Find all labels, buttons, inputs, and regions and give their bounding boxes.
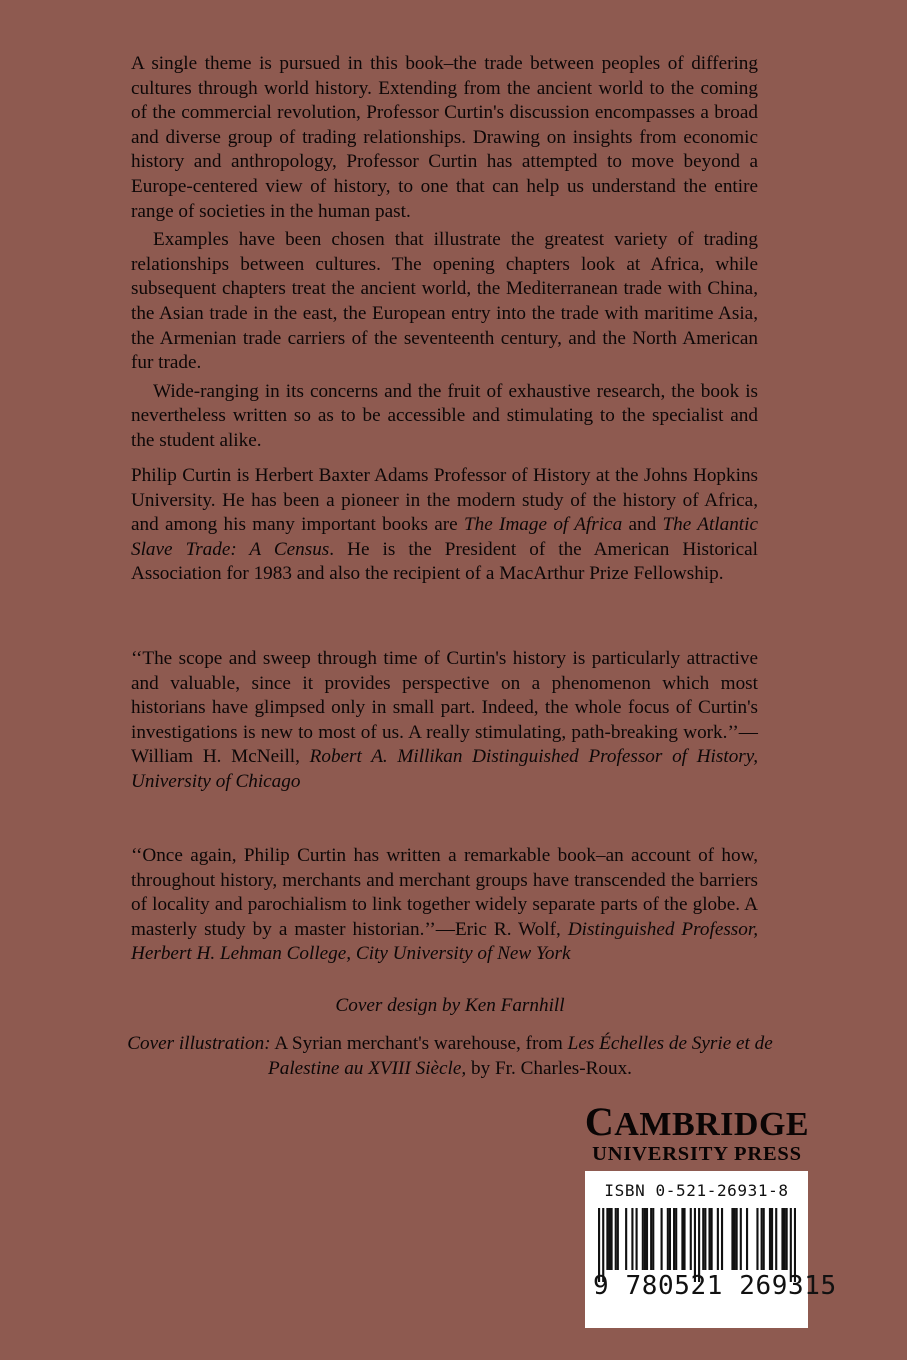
blurb-paragraph-1: A single theme is pursued in this book–the trade between peoples of differing cultures through world history. Extending from the ancient world to the coming of the commercial revolution, Professor Curtin's discussion encompasses a broad and diverse group of trading relationships. Drawing on insights from economic history and anthropology, Professor Curtin has attempted to move beyond a Europe-centered view of history, to one that can help us understand the entire range of societies in the human past. xyxy=(131,53,758,222)
bio-book-1: The Image of Africa xyxy=(463,514,623,536)
quote-text: ‘‘Once again, Philip Curtin has written a remarkable book–an account of how, throughout history, merchants and merchant groups have transcended the barriers of locality and parochialism to link together widely separate parts of the globe. A masterly study by a master historian.’’—Eric R. Wolf, xyxy=(131,845,758,940)
review-quote-wolf xyxy=(131,844,758,967)
barcode-bar xyxy=(625,1208,627,1270)
barcode-panel xyxy=(585,1171,837,1328)
barcode-bar xyxy=(717,1208,719,1270)
barcode-bar xyxy=(669,1208,671,1270)
barcode-bar xyxy=(608,1208,610,1270)
publisher-logo xyxy=(580,1099,814,1165)
barcode-bar xyxy=(763,1208,765,1270)
quote-text: ‘‘The scope and sweep through time of Curtin's history is particularly attractive and valuable, since it provides perspective on a phenomenon which most historians have glimpsed only in small part. Indeed, the whole focus of Curtin's investigations is new to most of us. A really stimulating, path-breaking work.’’—William H. McNeill, xyxy=(131,648,758,768)
barcode-bar xyxy=(615,1208,617,1270)
publisher-name-initial: C xyxy=(584,1099,615,1144)
publisher-name-rest: AMBRIDGE xyxy=(614,1106,810,1143)
barcode-bar xyxy=(611,1208,613,1270)
barcode-bar xyxy=(690,1208,692,1270)
illustration-title: Les Échelles de Syrie et de Palestine au XVIII Siècle, xyxy=(268,1033,773,1079)
barcode-bar xyxy=(644,1208,646,1270)
barcode-bar xyxy=(708,1208,710,1270)
barcode-bar xyxy=(661,1208,663,1270)
barcode-bar xyxy=(646,1208,648,1270)
illustration-author: by Fr. Charles-Roux. xyxy=(466,1057,632,1079)
barcode-bar xyxy=(761,1208,763,1270)
barcode-bar xyxy=(650,1208,652,1270)
barcode-bar xyxy=(781,1208,783,1270)
bio-book-2: The Atlantic Slave Trade: A Census xyxy=(131,514,758,560)
cover-illustration-credit xyxy=(100,1032,800,1081)
illustration-label: Cover illustration: xyxy=(127,1033,271,1054)
barcode-bar xyxy=(631,1208,633,1270)
isbn-label: ISBN 0-521-26931-8 xyxy=(604,1181,789,1200)
barcode-bar xyxy=(652,1208,654,1270)
barcode-bar xyxy=(771,1208,773,1270)
barcode-bar xyxy=(731,1208,733,1270)
barcode-bar xyxy=(636,1208,638,1270)
barcode-bar xyxy=(721,1208,723,1270)
bio-text-b: . He is the President of the American Historical Association for 1983 and also the recipient of a MacArthur Prize Fellowship. xyxy=(131,538,758,585)
quote-attribution: Distinguished Professor, Herbert H. Lehman College, City University of New York xyxy=(131,918,759,965)
author-bio-paragraph xyxy=(131,464,758,587)
publisher-subtitle: UNIVERSITY PRESS xyxy=(592,1143,802,1165)
barcode-bar xyxy=(740,1208,742,1270)
publisher-name xyxy=(580,1099,814,1144)
barcode-bar xyxy=(673,1208,675,1270)
barcode-bar xyxy=(786,1208,788,1270)
barcode-bar xyxy=(733,1208,735,1270)
barcode-bar xyxy=(681,1208,683,1270)
author-bio xyxy=(131,464,758,587)
barcode-bar xyxy=(675,1208,677,1270)
barcode-digits: 9 780521 269315 xyxy=(593,1271,837,1301)
review-quote-mcneill xyxy=(131,647,758,795)
barcode-bar xyxy=(606,1208,608,1270)
quote-paragraph xyxy=(131,647,758,795)
barcode-bar xyxy=(769,1208,771,1270)
barcode-bar xyxy=(746,1208,748,1270)
blurb-paragraph-3: Wide-ranging in its concerns and the fruit of exhaustive research, the book is nevertheless written so as to be accessible and stimulating to the specialist and the student alike. xyxy=(131,380,758,451)
barcode-bar xyxy=(683,1208,685,1270)
quote-paragraph xyxy=(131,844,758,967)
illustration-text: A Syrian merchant's warehouse, from xyxy=(270,1033,568,1054)
barcode-bar xyxy=(736,1208,738,1270)
barcode-bar xyxy=(711,1208,713,1270)
cover-design-credit: Cover design by Ken Farnhill xyxy=(335,995,565,1016)
blurb xyxy=(131,52,758,454)
barcode-bar xyxy=(704,1208,706,1270)
barcode-bar xyxy=(617,1208,619,1270)
bio-and: and xyxy=(622,514,663,536)
barcode-bar xyxy=(775,1208,777,1270)
barcode-bar xyxy=(783,1208,785,1270)
blurb-paragraph-2: Examples have been chosen that illustrate the greatest variety of trading relationships between cultures. The opening chapters look at Africa, while subsequent chapters treat the ancient world, the Mediterranean trade with China, the Asian trade in the east, the European entry into the trade with maritime Asia, the Armenian trade carriers of the seventeenth century, and the North American fur trade. xyxy=(131,229,758,374)
bio-text-a: Philip Curtin is Herbert Baxter Adams Professor of History at the Johns Hopkins University. He has been a pioneer in the modern study of the history of Africa, and among his many important books are xyxy=(131,465,758,536)
quote-attribution: Robert A. Millikan Distinguished Professor of History, University of Chicago xyxy=(131,746,759,792)
barcode-bar xyxy=(702,1208,704,1270)
barcode-bar xyxy=(756,1208,758,1270)
barcode-bar xyxy=(667,1208,669,1270)
barcode-bar xyxy=(642,1208,644,1270)
